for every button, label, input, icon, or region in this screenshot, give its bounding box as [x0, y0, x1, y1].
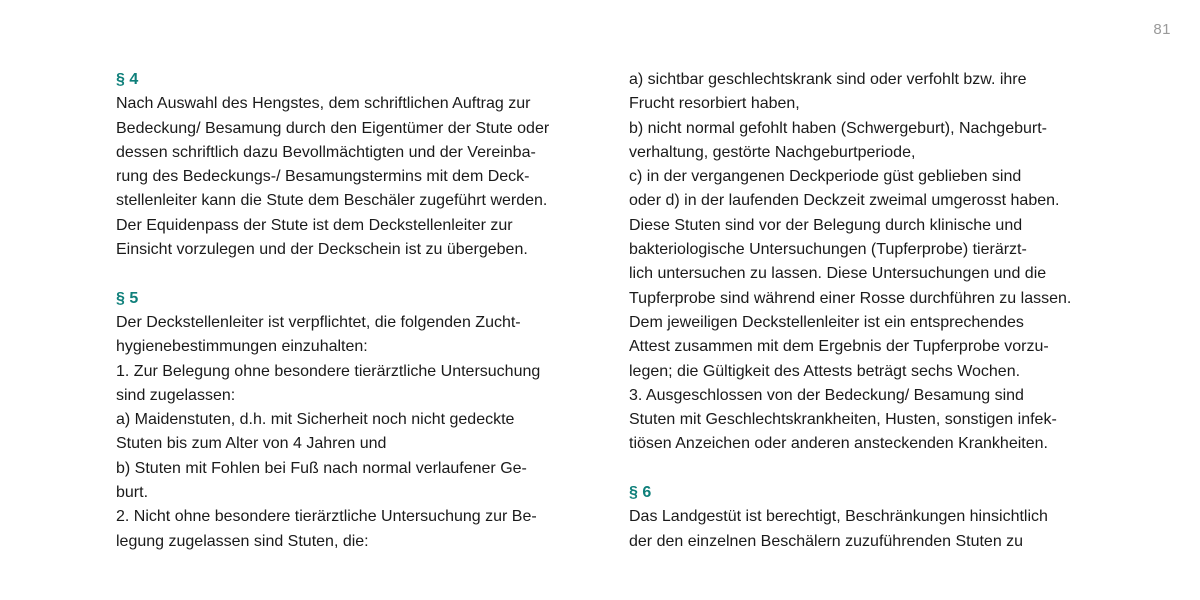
- text-line: 3. Ausgeschlossen von der Bedeckung/ Besamung sind: [629, 386, 1024, 404]
- text-line: burt.: [116, 484, 149, 502]
- text-line: rung des Bedeckungs-/ Besamungstermins mit dem Deck-: [116, 168, 530, 186]
- text-line: Diese Stuten sind vor der Belegung durch klinische und: [629, 216, 1023, 234]
- text-line: verhaltung, gestörte Nachgeburtperiode,: [629, 143, 916, 161]
- text-line: Tupferprobe sind während einer Rosse durchführen zu lassen.: [629, 289, 1072, 307]
- right-column: [629, 68, 1129, 554]
- text-line: Bedeckung/ Besamung durch den Eigentümer der Stute oder: [116, 119, 550, 137]
- text-line: Das Landgestüt ist berechtigt, Beschränkungen hinsichtlich: [629, 508, 1048, 526]
- section-5-continuation: [629, 68, 1129, 457]
- left-column: [116, 68, 616, 554]
- text-line: sind zugelassen:: [116, 386, 236, 404]
- text-line: Stuten mit Geschlechtskrankheiten, Husten, sonstigen infek-: [629, 411, 1057, 429]
- section-5-heading: § 5: [116, 289, 139, 307]
- section-6-heading: § 6: [629, 484, 652, 502]
- text-line: 2. Nicht ohne besondere tierärztliche Untersuchung zur Be-: [116, 508, 537, 526]
- text-line: legung zugelassen sind Stuten, die:: [116, 532, 369, 550]
- section-4-heading: § 4: [116, 71, 139, 88]
- text-line: Attest zusammen mit dem Ergebnis der Tupferprobe vorzu-: [629, 338, 1049, 356]
- text-line: c) in der vergangenen Deckperiode güst geblieben sind: [629, 168, 1022, 186]
- text-line: Stuten bis zum Alter von 4 Jahren und: [116, 435, 387, 453]
- paragraph-spacer: [116, 262, 616, 286]
- text-line: lich untersuchen zu lassen. Diese Untersuchungen und die: [629, 265, 1047, 283]
- paragraph-spacer: [629, 457, 1129, 481]
- text-line: dessen schriftlich dazu Bevollmächtigten und der Vereinba-: [116, 143, 536, 161]
- text-line: der den einzelnen Beschälern zuzuführenden Stuten zu: [629, 532, 1024, 550]
- text-line: bakteriologische Untersuchungen (Tupferprobe) tierärzt-: [629, 241, 1027, 259]
- text-line: stellenleiter kann die Stute dem Beschäler zugeführt werden.: [116, 192, 548, 210]
- text-line: oder d) in der laufenden Deckzeit zweimal umgerosst haben.: [629, 192, 1060, 210]
- text-line: Frucht resorbiert haben,: [629, 95, 800, 113]
- text-line: a) sichtbar geschlechtskrank sind oder verfohlt bzw. ihre: [629, 71, 1027, 88]
- section-6-body: [629, 505, 1129, 554]
- text-line: Der Equidenpass der Stute ist dem Deckstellenleiter zur: [116, 216, 513, 234]
- text-line: b) Stuten mit Fohlen bei Fuß nach normal verlaufener Ge-: [116, 459, 527, 477]
- text-line: legen; die Gültigkeit des Attests beträgt sechs Wochen.: [629, 362, 1021, 380]
- text-line: Dem jeweiligen Deckstellenleiter ist ein entsprechendes: [629, 313, 1024, 331]
- text-line: Der Deckstellenleiter ist verpflichtet, die folgenden Zucht-: [116, 313, 521, 331]
- text-line: hygienebestimmungen einzuhalten:: [116, 338, 368, 356]
- text-line: b) nicht normal gefohlt haben (Schwergeburt), Nachgeburt-: [629, 119, 1047, 137]
- text-line: 1. Zur Belegung ohne besondere tierärztliche Untersuchung: [116, 362, 541, 380]
- page-number: 81: [1153, 21, 1171, 38]
- section-4-body: [116, 92, 616, 262]
- text-line: Nach Auswahl des Hengstes, dem schriftlichen Auftrag zur: [116, 95, 531, 113]
- text-line: Einsicht vorzulegen und der Deckschein ist zu übergeben.: [116, 241, 528, 259]
- section-5-body: [116, 311, 616, 554]
- text-line: tiösen Anzeichen oder anderen ansteckenden Krankheiten.: [629, 435, 1048, 453]
- text-line: a) Maidenstuten, d.h. mit Sicherheit noch nicht gedeckte: [116, 411, 515, 429]
